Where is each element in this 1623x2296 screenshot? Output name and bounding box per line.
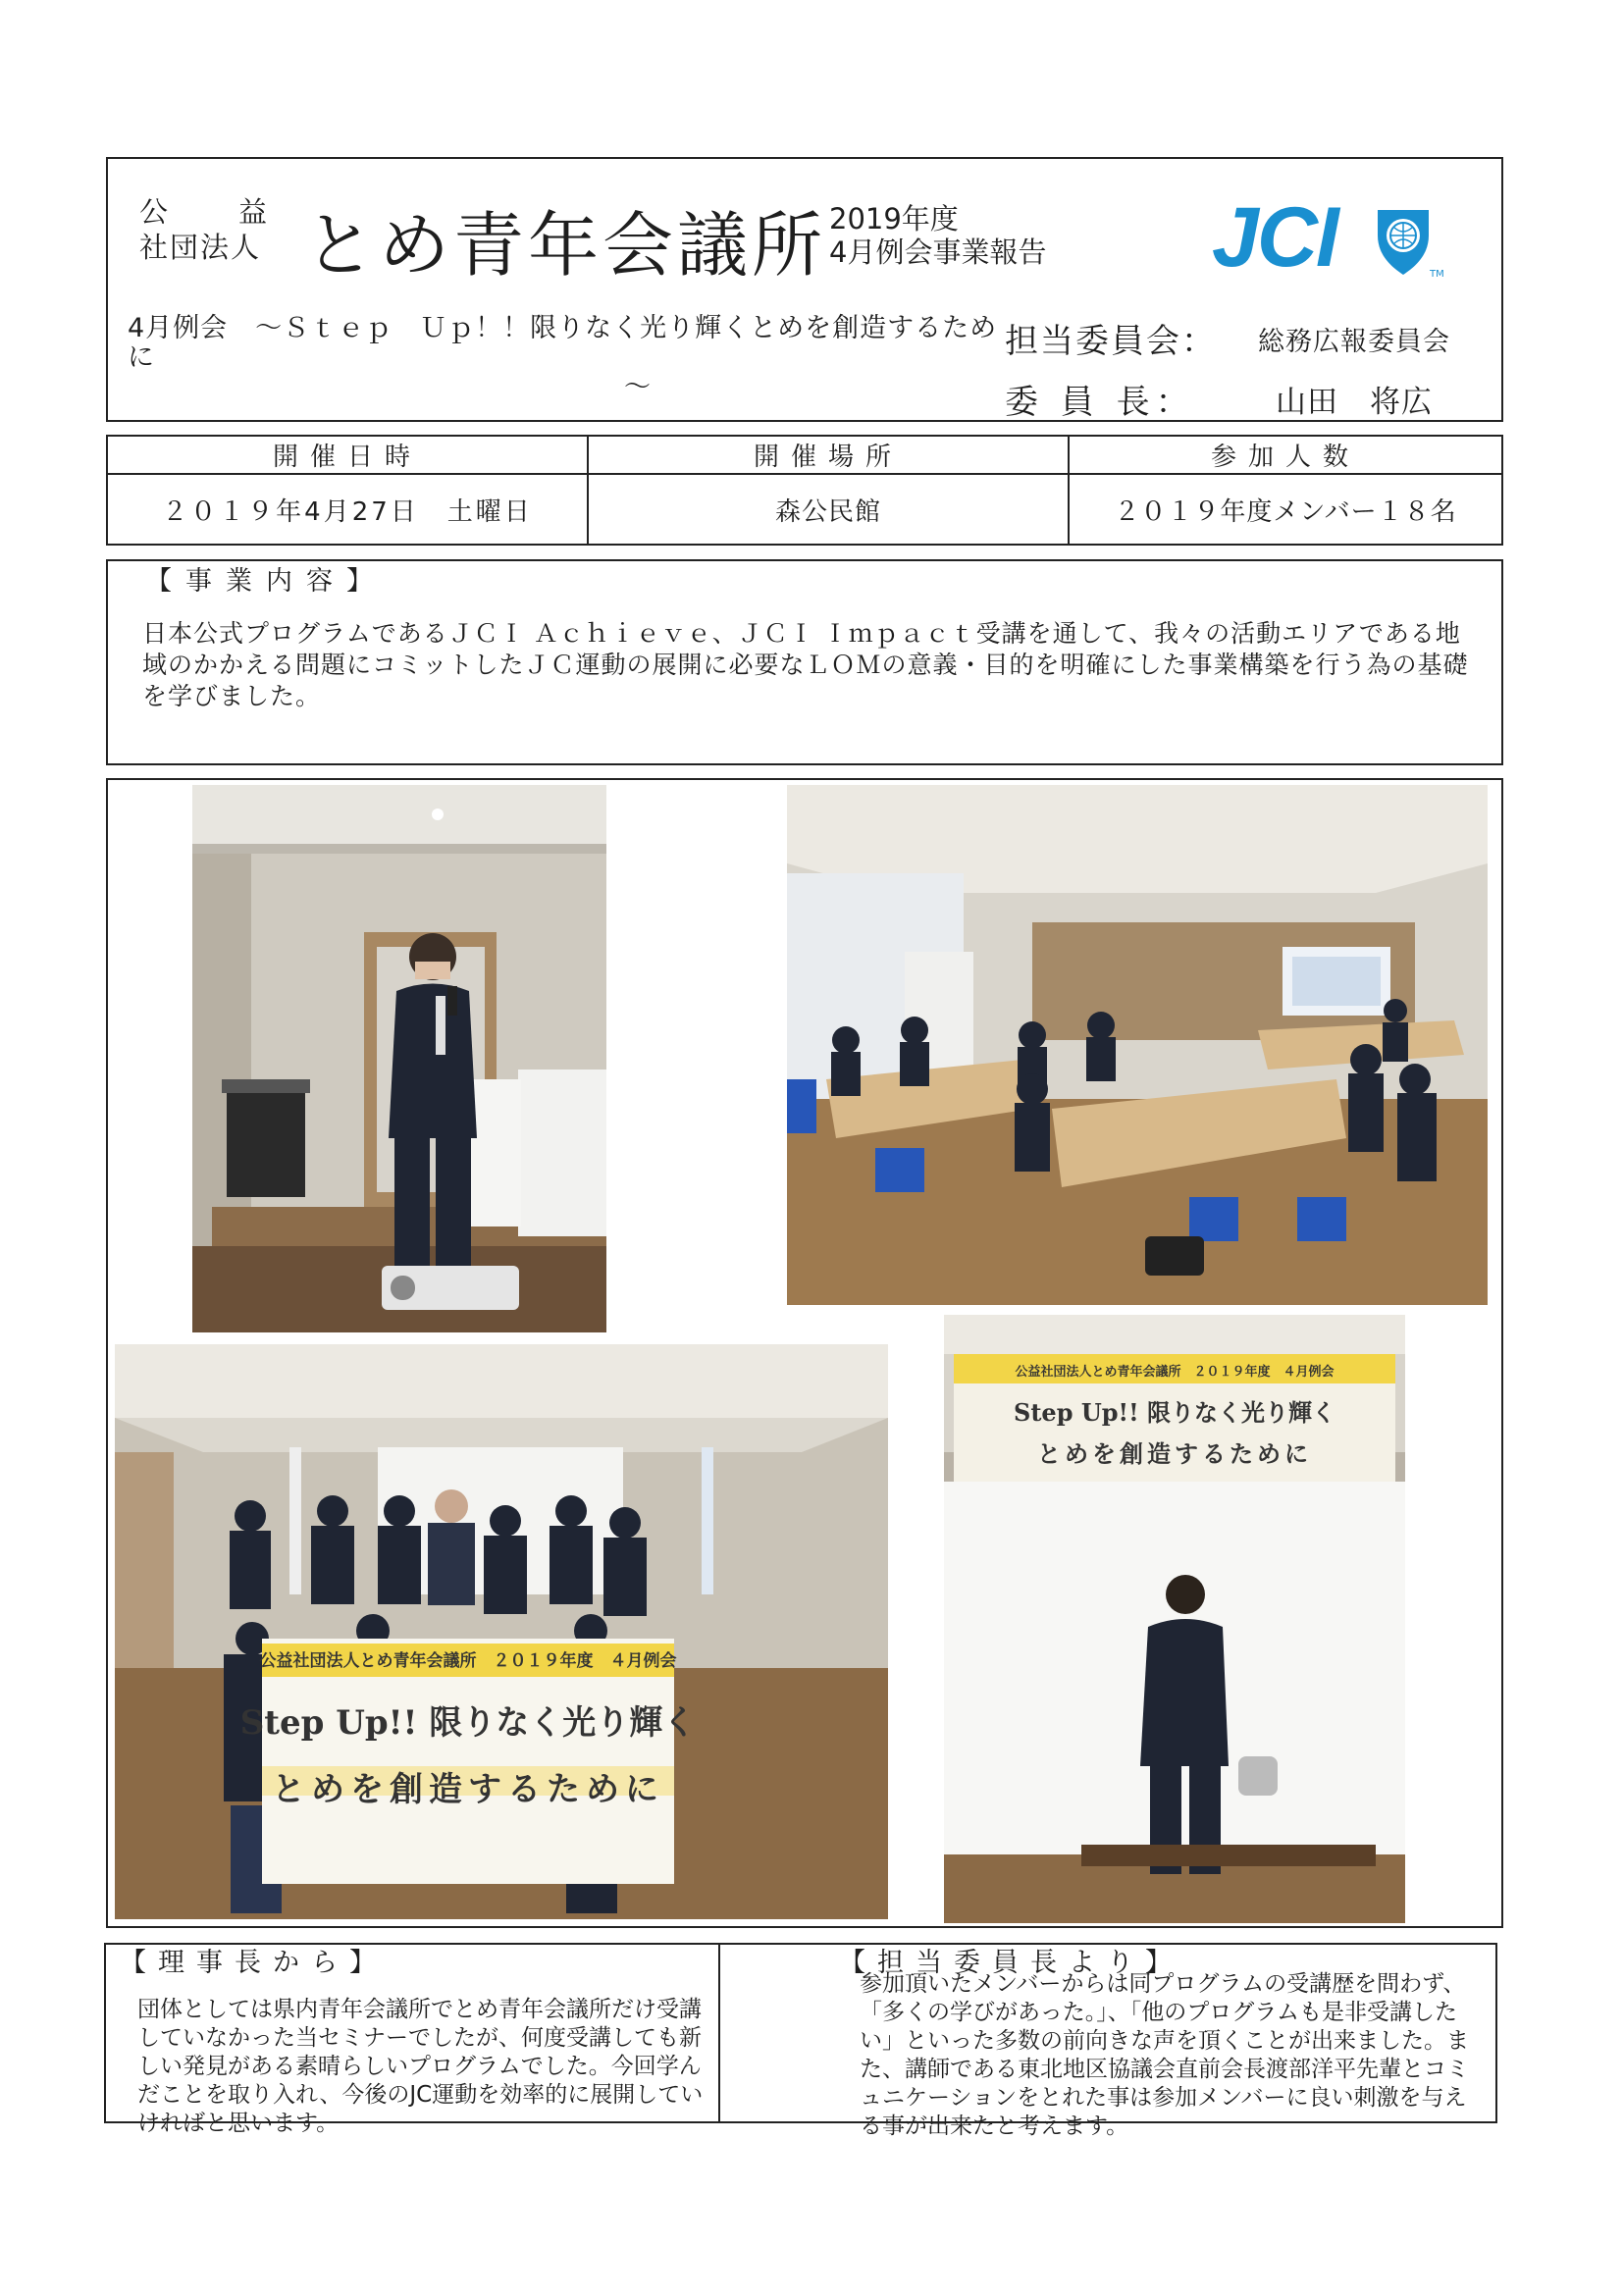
comments-divider: [718, 1943, 720, 2121]
fiscal-year: 2019年度: [829, 202, 959, 235]
photo-group: [115, 1344, 888, 1919]
hanging-banner-line1: 公益社団法人とめ青年会議所 ２０１９年度 ４月例会: [1015, 1365, 1335, 1380]
jci-logo-text: JCI: [1212, 190, 1337, 285]
committee-value: 総務広報委員会: [1258, 327, 1450, 357]
committee-label: 担当委員会：: [1005, 322, 1217, 361]
trademark: TM: [1430, 269, 1444, 280]
place-header: 開催場所: [588, 436, 1069, 474]
date-header: 開催日時: [107, 436, 588, 474]
event-info-table: [106, 435, 1503, 546]
org-prefix-line2: 社団法人: [139, 231, 262, 264]
content-section: [106, 559, 1503, 765]
org-name: とめ青年会議所: [304, 204, 827, 287]
org-prefix: [139, 194, 269, 265]
jci-logo: [1212, 188, 1447, 287]
photo-speaker: [192, 785, 606, 1332]
president-text: 団体としては県内青年会議所でとめ青年会議所だけ受講していなかった当セミナーでしたが、何度受講しても新しい発見がある素晴らしいプログラムでした。今回学んだことを取り入れ、今後のJC運動を効率的に展開していければと思います。: [137, 1997, 704, 2136]
chair-label: 委 員 長：: [1005, 383, 1195, 422]
count-header: 参加人数: [1069, 436, 1502, 474]
meeting-title-text: 4月例会 ～Ｓｔｅｐ Ｕｐ！！限りなく光り輝くとめを創造するために: [128, 313, 998, 373]
chair-comment-label: 【担当委員長より】: [839, 1948, 1183, 1978]
report-title: 4月例会事業報告: [829, 235, 1047, 269]
group-banner-line2: Step Up!! 限りなく光り輝く: [239, 1703, 697, 1743]
group-banner-line3: とめを創造するために: [272, 1770, 664, 1809]
org-prefix-char-2: 益: [237, 195, 269, 229]
jci-shield-icon: [1374, 206, 1433, 277]
content-label: 【事業内容】: [145, 566, 387, 597]
chair-name: 山田 将広: [1276, 385, 1433, 420]
group-banner-line1: 公益社団法人とめ青年会議所 ２０１９年度 ４月例会: [259, 1651, 677, 1671]
president-label: 【理事長から】: [120, 1948, 388, 1978]
hanging-banner-line3: とめを創造するために: [1037, 1439, 1312, 1468]
photo-workshop-room: [787, 785, 1488, 1305]
content-text: 日本公式プログラムであるＪＣＩ Ａｃｈｉｅｖｅ、ＪＣＩ Ｉｍｐａｃｔ受講を通して、我々の活動エリアである地域のかかえる問題にコミットしたＪＣ運動の展開に必要なＬＯＭの意義・目的を明確にした事業構築を行う為の基礎を学びました。: [142, 619, 1469, 710]
report-header: [106, 157, 1503, 422]
count-value: ２０１９年度メンバー１８名: [1069, 474, 1502, 545]
chair-comment-text: 参加頂いたメンバーからは同プログラムの受講歴を問わず、「多くの学びがあった。」、「他のプログラムも是非受講したい」といった多数の前向きな声を頂くことが出来ました。また、講師である東北地区協議会直前会長渡部洋平先輩とコミュニケーションをとれた事は参加メンバーに良い刺激を与える事が出来たと考えます。: [860, 1971, 1469, 2139]
meeting-title-tilde: ～: [624, 372, 652, 402]
hanging-banner-line2: Step Up!! 限りなく光り輝く: [1014, 1398, 1335, 1427]
photo-lecturer: [944, 1315, 1405, 1923]
date-value: ２０１９年4月27日 土曜日: [107, 474, 588, 545]
report-title-block: [829, 202, 1046, 269]
place-value: 森公民館: [588, 474, 1069, 545]
org-prefix-char-1: 公: [139, 195, 171, 229]
meeting-title: [128, 314, 1011, 402]
